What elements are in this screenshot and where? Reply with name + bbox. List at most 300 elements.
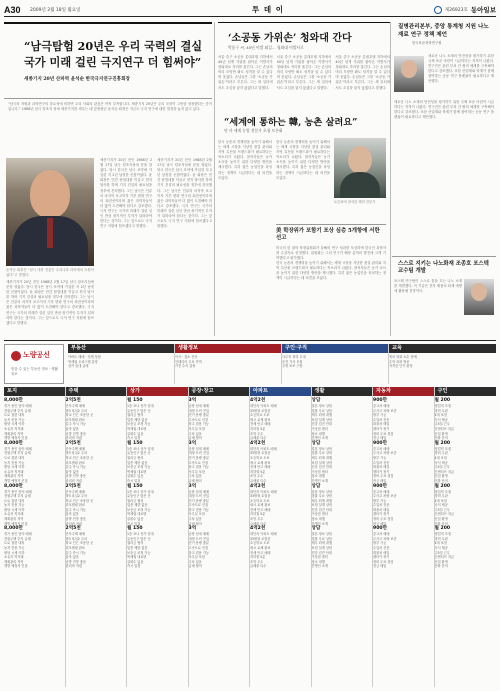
classified-line: 현금 매입 bbox=[373, 564, 387, 569]
issue-date: 2009년 2월 18일 월요일 bbox=[30, 7, 81, 13]
classified-line: 리모델링 완료 bbox=[65, 417, 85, 422]
main-deck: 세종기지 20년 산파역 윤석순 한국극지연구진흥회장 bbox=[24, 77, 130, 82]
classified-line: 수입차 전문 bbox=[373, 503, 390, 508]
professor-photo bbox=[464, 279, 494, 315]
classified-line: 사무실 포함 bbox=[188, 426, 205, 431]
classified-line: 정비 무료 점검 bbox=[373, 559, 394, 564]
classified-line: 전원주택 부지 급매 bbox=[4, 494, 31, 499]
classified-line: 화물차 매입 bbox=[373, 465, 390, 470]
main-headline bbox=[24, 38, 209, 70]
classified-line: 보험 설계 상담 bbox=[311, 460, 333, 465]
classified-line: 조망 우수 bbox=[250, 517, 264, 522]
classified-line: 인센티브 지급 bbox=[434, 426, 454, 431]
classified-price: 4억2천 bbox=[250, 440, 266, 446]
classified-line: 33평형 로열층 bbox=[250, 536, 271, 541]
classified-line: 주5일 근무 bbox=[434, 422, 450, 427]
classified-line: 할부 가능 bbox=[373, 413, 387, 418]
classified-line: 중고차 매매 bbox=[373, 532, 390, 537]
classified-line: 실평수 넓음 bbox=[127, 474, 144, 479]
classified-price: 8,000만 bbox=[4, 440, 23, 446]
classified-line: 영업직 모집 bbox=[434, 532, 451, 537]
classified-price: 900만 bbox=[373, 483, 388, 489]
article-barber-col: 서울 중구 소공동 롯데호텔 지하에서 40년 넘게 가위를 잡아온 이발사가 청와대로 자리를 옮긴다. 그는 손님의 머리 모양만 봐도 성격을 알 수 있다며 웃었다. 손님들은 그를 ‘소공동 가위손’이라고 부른다. 그는 새 일터에서도 초심을 잃지 않겠다고 말했다. bbox=[218, 55, 273, 90]
classified-line: 전기 용량 충분 bbox=[188, 413, 210, 418]
classified-line: 경력 무관 bbox=[434, 536, 448, 541]
classified-price: 4억2천 bbox=[250, 526, 266, 532]
classified-column[interactable] bbox=[4, 387, 66, 687]
classified-line: 영업직 모집 bbox=[434, 404, 451, 408]
classified-line: 소유자 직거래 bbox=[4, 426, 24, 431]
classified-line: 유동인구 많은 곳 bbox=[127, 451, 151, 456]
classified-line: 사무실 포함 bbox=[188, 512, 205, 517]
main-lead: “남극의 자원과 과학연구의 중요성에 비하면 우리 사회의 관심은 아직 부족합니다. 세종기지 20년은 우리 국력이 그만큼 성장했다는 증거입니다.” 1988년 남극 킹조지 섬에 세종기지를 세우는 데 앞장섰던 윤석순 회장은 지금도 극지 연구에 대한 열정을 놓지 않고 있다. bbox=[8, 102, 212, 112]
classified-line: 주차 넓음 bbox=[188, 431, 202, 436]
classified-line: 이삿짐 센터 bbox=[311, 555, 328, 560]
classified-line: 실평수 넓음 bbox=[127, 431, 144, 436]
classified-line: 급매 협의 bbox=[188, 521, 202, 526]
classified-line: 수입차 전문 bbox=[373, 546, 390, 551]
classified-line: 세무 회계 대행 bbox=[311, 455, 333, 460]
classified-line: 공장 임대 매매 bbox=[188, 489, 210, 494]
classified-line: 보험 설계 상담 bbox=[311, 503, 333, 508]
classified-price: 월 200 bbox=[434, 398, 451, 403]
article-farming-headline: “세계에 통하는 韓, 농촌 살려요” bbox=[224, 117, 358, 128]
side-box-1-text: 새로운 나노 소재의 안전성을 평가하기 위한 국제 표준 마련이 시급하다는 지적이 나왔다. 연구진은 관련 부처 간 협력 체계를 구축해야 한다고 강조했다. 또한 산업계와 학계가 함께 참여하는 공동 연구 플랫폼이 필요하다고 제안했다. bbox=[428, 54, 494, 84]
classified-line: 1층 코너 상가 임대 bbox=[127, 489, 154, 494]
classified-line: 단독주택 매매 bbox=[65, 446, 85, 451]
classified-line: 대형 트럭 진입 bbox=[188, 536, 210, 541]
classified-line: 이삿짐 센터 bbox=[311, 512, 328, 517]
classified-line: 숙식 제공 bbox=[434, 417, 448, 422]
article-barber-col: 서울 중구 소공동 롯데호텔 지하에서 40년 넘게 가위를 잡아온 이발사가 청와대로 자리를 옮긴다. 그는 손님의 머리 모양만 봐도 성격을 알 수 있다며 웃었다. 손님들은 그를 ‘소공동 가위손’이라고 부른다. 그는 새 일터에서도 초심을 잃지 않겠다고 말했다. bbox=[335, 55, 391, 90]
classified-line: 상가 임대 급매 bbox=[68, 364, 89, 369]
classified-line: 계획관리 지역 bbox=[4, 431, 24, 436]
classified-line: 청소 대행 bbox=[311, 559, 325, 564]
classified-line: 이삿짐 센터 bbox=[311, 426, 328, 431]
classified-line: 지하철 5분 bbox=[250, 555, 266, 560]
classified-line: 관리비 저렴 bbox=[65, 564, 82, 569]
divider bbox=[390, 22, 391, 336]
issue-number: 제26923호 bbox=[444, 7, 468, 13]
classified-price: 900만 bbox=[373, 526, 388, 532]
classified-line: 할부 가능 bbox=[373, 498, 387, 503]
classified-line: 조망 우수 bbox=[250, 559, 264, 564]
classified-line: 33평형 로열층 bbox=[250, 494, 271, 499]
classified-price: 8,000만 bbox=[4, 526, 23, 532]
classified-line: 세무 회계 대행 bbox=[311, 498, 333, 503]
classified-line: 관리비 저렴 bbox=[65, 478, 82, 483]
classified-price: 월 200 bbox=[434, 440, 451, 446]
article-farming-col: 한국 농촌의 경쟁력을 높이기 위해서는 세계 시장을 겨냥한 품질 관리와 지역 특산물 브랜드화가 필요하다는 목소리가 나왔다. 참석자들은 농가 소득을 높이기 위한 다양한 방안을 제시했다. 특히 젊은 농업인을 육성하는 정책이 시급하다는 데 의견을 모았다. bbox=[218, 140, 272, 180]
classified-line: 사무실 포함 bbox=[188, 469, 205, 474]
classified-line: 1층 코너 상가 임대 bbox=[127, 404, 154, 408]
classified-line: 실평수 넓음 bbox=[127, 517, 144, 522]
classified-line: 평당 시세 이하 bbox=[4, 465, 25, 470]
classified-line: 대단지 아파트 매매 bbox=[250, 446, 277, 451]
side-box-1-headline: 질병관리본부, 중앙 통계청 지원 나노재료 연구 정책 제언 bbox=[398, 24, 489, 38]
classified-line: 경력 무관 bbox=[434, 494, 448, 499]
classified-line: 1층 코너 상가 임대 bbox=[127, 532, 154, 537]
classified-line: 창고 겸용 가능 bbox=[188, 507, 210, 512]
classified-header: 토지 bbox=[4, 387, 65, 396]
classified-line: 역세권 대로변 bbox=[127, 426, 147, 431]
classified-line: 법률 무료 상담 bbox=[311, 536, 333, 541]
classified-line: 융자 없음 bbox=[65, 555, 79, 560]
classified-column[interactable] bbox=[66, 387, 128, 687]
classified-line: 전화 문의 bbox=[434, 564, 448, 569]
classified-line: 4대 보험 bbox=[434, 413, 447, 418]
classified-line: 현금 매입 bbox=[373, 521, 387, 526]
classified-column[interactable] bbox=[189, 387, 251, 687]
article-barber-sub: 박종구 씨, 40년 이발 외길… 청와대 이발사로 bbox=[228, 45, 304, 50]
classified-line: 숙식 제공 bbox=[434, 503, 448, 508]
classified-column[interactable] bbox=[373, 387, 435, 687]
classified-line: 화물차 매입 bbox=[373, 507, 390, 512]
classified-line: 주차 넓음 bbox=[188, 517, 202, 522]
classified-line: 수학 과외 방문 bbox=[389, 359, 410, 364]
classified-line: 관리비 저렴 bbox=[65, 436, 82, 441]
classified-line: 입주 즉시 가능 bbox=[65, 550, 87, 555]
classified-line: 전세 안고 매매 bbox=[250, 550, 271, 555]
classified-header: 아파트 bbox=[250, 387, 311, 396]
classified-price: 8,000만 bbox=[4, 398, 23, 403]
main-headline-line1: “남극탐험 20년은 우리 국력의 결실 bbox=[24, 39, 203, 53]
classified-line: 보증금 조정 가능 bbox=[127, 550, 151, 555]
classified-line: 주차 넓음 bbox=[188, 474, 202, 479]
classified-price: 월 150 bbox=[127, 398, 143, 403]
classified-line: 즉시 입점 bbox=[127, 521, 141, 526]
classified-line: 운전 기사 모집 bbox=[282, 359, 303, 364]
paper-brand bbox=[366, 5, 496, 14]
classified-line: 초등학교 도보 bbox=[250, 413, 270, 418]
classified-line: 학교 인근 조용한 곳 bbox=[65, 498, 94, 503]
middle-box bbox=[276, 224, 386, 336]
side-box-2-headline: 스스로 지키는 나노화재 조종호 포스텍 교수팀 개발 bbox=[398, 261, 489, 275]
classified-price: 4억2천 bbox=[250, 483, 266, 489]
classified-line: 업종 제한 없음 bbox=[127, 546, 148, 551]
classified-line: 건강 검진 안내 bbox=[311, 550, 333, 555]
classified-line: 융자 없음 bbox=[65, 426, 79, 431]
classified-line: 경기 용인 임야 매매 bbox=[4, 404, 32, 408]
classified-column[interactable] bbox=[435, 387, 497, 687]
classified-line: 화물차 매입 bbox=[373, 422, 390, 427]
classified-column[interactable] bbox=[127, 387, 189, 687]
classified-line: 남향 전망 좋음 bbox=[65, 474, 87, 479]
classified-line: 남향 전망 좋음 bbox=[65, 559, 87, 564]
classified-line: 권리금 협의 bbox=[127, 498, 144, 503]
classified-line: 수입차 전문 bbox=[373, 417, 390, 422]
masthead bbox=[4, 3, 496, 17]
classified-line: 할부 가능 bbox=[373, 541, 387, 546]
classified-line: 영업직 모집 bbox=[434, 446, 451, 451]
classified-line: 경기 용인 임야 매매 bbox=[4, 446, 32, 451]
classified-line: 방3 욕실2 주차 bbox=[65, 536, 87, 541]
classified-line: 학교 인근 조용한 곳 bbox=[65, 413, 94, 418]
classified-top-col[interactable] bbox=[68, 344, 175, 384]
classified-line: 신입 환영 bbox=[434, 517, 448, 522]
classified-line: 방3 욕실2 주차 bbox=[65, 408, 87, 413]
classified-line: 창고 겸용 가능 bbox=[188, 422, 210, 427]
classified-header: 교육 bbox=[389, 344, 496, 353]
classified-header: 구인 bbox=[435, 387, 497, 396]
classified-line: 인센티브 지급 bbox=[434, 469, 454, 474]
classified-line: 무사고 차량 보증 bbox=[373, 451, 397, 456]
classified-line: 간병인 소개 bbox=[311, 478, 328, 483]
classified-line: 급매물 다수 bbox=[250, 521, 267, 526]
classified-line: 초등학교 도보 bbox=[250, 498, 270, 503]
classified-line: 법률 무료 상담 bbox=[311, 494, 333, 499]
classified-line: 개발 예정지 인접 bbox=[4, 521, 28, 526]
classified-line: 숙식 제공 bbox=[434, 546, 448, 551]
classified-line: 농지 전용 가능 bbox=[4, 417, 25, 422]
classified-price: 월 150 bbox=[127, 483, 143, 489]
classified-line: 역세권 오피스텔 분양 bbox=[68, 359, 98, 364]
classified-line: 농지 전용 가능 bbox=[4, 503, 25, 508]
classified-line: 대단지 아파트 매매 bbox=[250, 489, 277, 494]
classified-line: 보증금 조정 가능 bbox=[127, 507, 151, 512]
main-body-col1: 세종기지가 20년 전인 1988년 2월 17일 남극 킹조지섬에 문을 열었다. 당시 한국은 남극 조약에 가입한 지 2년 남짓한 신참이었다. 윤 회장은 민간 탐험대를 이끌고 현지 답사를 하며 기지 건설의 필요성을 정부에 건의했다. 그는 남극은 인류의 마지막 보고이자 기후 변화 연구의 최전선이라며 젊은 과학자들이 더 많이 도전해야 한다고 강조했다. 극지 연구는 국가의 미래가 걸린 일인 만큼 장기적인 투자가 뒤따라야 한다는 것이다. 그는 앞으로도 극지 연구 지원에 힘쓰겠다고 말했다. bbox=[6, 280, 94, 325]
classified-price: 3억 bbox=[188, 483, 197, 489]
classified-line: 역세권 대로변 bbox=[127, 512, 147, 517]
classified-line: 무사고 차량 보증 bbox=[373, 494, 397, 499]
classified-line: 소유자 직거래 bbox=[4, 469, 24, 474]
classified-line: 방3 욕실2 주차 bbox=[65, 494, 87, 499]
paper-logo-icon bbox=[434, 6, 442, 14]
classified-price: 2억5천 bbox=[65, 440, 81, 446]
classified-line: 중고차 매매 bbox=[373, 404, 390, 408]
classified-line: 대단지 아파트 매매 bbox=[250, 532, 277, 537]
classified-line: 입주 즉시 가능 bbox=[65, 422, 87, 427]
classified-line: 대형 트럭 진입 bbox=[188, 408, 210, 413]
classified-line: 세무 회계 대행 bbox=[311, 541, 333, 546]
classified-line: 4대 보험 bbox=[434, 498, 447, 503]
classified-line: 신입 환영 bbox=[434, 559, 448, 564]
classified-line: 유동인구 많은 곳 bbox=[127, 408, 151, 413]
classified-line: 전화 문의 bbox=[434, 521, 448, 526]
side-box-2 bbox=[392, 256, 496, 336]
classified-line: 역세권 대로변 bbox=[127, 555, 147, 560]
classified-line: 고속도로 인접 bbox=[188, 503, 208, 508]
classified-line: 급매 협의 bbox=[188, 564, 202, 569]
classified-line: 신입 환영 bbox=[434, 474, 448, 479]
classified-line: 계획관리 지역 bbox=[4, 517, 24, 522]
classified-line: 경기 용인 임야 매매 bbox=[4, 489, 32, 494]
section-title: 투 데 이 bbox=[252, 5, 284, 14]
right-column bbox=[392, 22, 496, 336]
classified-price: 상담 bbox=[311, 398, 321, 403]
article-farming-col: 한국 농촌의 경쟁력을 높이기 위해서는 세계 시장을 겨냥한 품질 관리와 지역 특산물 브랜드화가 필요하다는 목소리가 나왔다. 참석자들은 농가 소득을 높이기 위한 다양한 방안을 제시했다. 특히 젊은 농업인을 육성하는 정책이 시급하다는 데 의견을 모았다. bbox=[276, 140, 330, 180]
classified-line: 지하철 5분 bbox=[250, 512, 266, 517]
classified-line: 렌터카 장기 bbox=[373, 426, 390, 431]
classified-header: 생활 bbox=[312, 387, 373, 396]
classified-line: 결혼 정보 상담 bbox=[311, 446, 333, 451]
classified-line: 전기 용량 충분 bbox=[188, 455, 210, 460]
classified-top-col[interactable] bbox=[389, 344, 496, 384]
classified-line: 정비 무료 점검 bbox=[373, 517, 394, 522]
classified-header: 구인·구직 bbox=[282, 344, 388, 353]
expert-photo-caption: 토론회에 참석한 해외 전문가 bbox=[334, 200, 376, 204]
classified-line: 개발 예정지 인접 bbox=[4, 436, 28, 441]
classified-grid bbox=[4, 387, 496, 687]
classified-line: 지하철 5분 bbox=[250, 426, 266, 431]
classified-line: 결혼 정보 상담 bbox=[311, 404, 333, 408]
classified-line: 고속도로 인접 bbox=[188, 417, 208, 422]
classified-line: 사무실 포함 bbox=[188, 555, 205, 560]
classified-line: 역세권 대로변 bbox=[127, 469, 147, 474]
classified-line: 법률 무료 상담 bbox=[311, 451, 333, 456]
classified-line: 가전 수리 출장 bbox=[175, 364, 196, 369]
classified-price: 2억5천 bbox=[65, 483, 81, 489]
article-barber bbox=[218, 22, 390, 110]
classified-line: 인테리어 무료 견적 bbox=[175, 359, 202, 364]
classified-line: 아파트 매매 · 전세 상담 bbox=[68, 355, 101, 359]
classified-line: 전원주택 부지 급매 bbox=[4, 536, 31, 541]
classified-line: 경력 무관 bbox=[434, 451, 448, 456]
classified-line: 전세 안고 매매 bbox=[250, 465, 271, 470]
classified-price: 2억5천 bbox=[65, 526, 81, 532]
classified-header: 공장·창고 bbox=[189, 387, 250, 396]
classified-line: 즉시 입점 bbox=[127, 564, 141, 569]
brand-logo-icon bbox=[11, 351, 21, 361]
classified-price: 월 150 bbox=[127, 526, 143, 532]
classified-price: 월 150 bbox=[127, 440, 143, 446]
classified-line: 학교 인근 조용한 곳 bbox=[65, 455, 94, 460]
classified-line: 간병인 소개 bbox=[311, 564, 328, 569]
article-barber-body bbox=[218, 55, 390, 111]
classified-line: 무사고 차량 보증 bbox=[373, 408, 397, 413]
classified-line: 전화 문의 bbox=[434, 478, 448, 483]
classified-line: 조망 우수 bbox=[250, 474, 264, 479]
classified-top-col[interactable] bbox=[175, 344, 282, 384]
classified-line: 권리금 협의 bbox=[127, 541, 144, 546]
classified-line: 주방 보조 구함 bbox=[282, 364, 303, 369]
classified-header: 주택 bbox=[66, 387, 127, 396]
classified-line: 전기 용량 충분 bbox=[188, 498, 210, 503]
classified-top-col[interactable] bbox=[282, 344, 389, 384]
photo-caption: 윤석순 회장은 “남극 대륙 진출은 우리나라 과학계의 숙원이었다”고 말했다. bbox=[6, 268, 94, 277]
classified-line: 공장 임대 매매 bbox=[188, 446, 210, 451]
expert-photo bbox=[334, 138, 386, 198]
classified-price: 월 200 bbox=[434, 526, 451, 532]
classified-line: 개발 예정지 인접 bbox=[4, 478, 28, 483]
classified-line: 급매 협의 bbox=[188, 478, 202, 483]
classified-line: 급매물 다수 bbox=[250, 564, 267, 569]
classified-line: 영업직 모집 bbox=[434, 489, 451, 494]
classified-line: 전화 문의 bbox=[434, 436, 448, 441]
classified-line: 현금 매입 bbox=[373, 436, 387, 441]
main-body-col3: 세종기지가 20년 전인 1988년 2월 17일 남극 킹조지섬에 문을 열었다. 당시 한국은 남극 조약에 가입한 지 2년 남짓한 신참이었다. 윤 회장은 민간 탐험대를 이끌고 현지 답사를 하며 기지 건설의 필요성을 정부에 건의했다. 그는 남극은 인류의 마지막 보고이자 기후 변화 연구의 최전선이라며 젊은 과학자들이 더 많이 도전해야 한다고 강조했다. 극지 연구는 국가의 미래가 걸린 일인 만큼 장기적인 투자가 뒤따라야 한다는 것이다. 그는 앞으로도 극지 연구 지원에 힘쓰겠다고 말했다. bbox=[157, 158, 212, 229]
classified-price: 4억2천 bbox=[250, 398, 266, 403]
classified-header: 자동차 bbox=[373, 387, 434, 396]
classified-price: 상담 bbox=[311, 526, 321, 532]
classified-line: 도로 접한 대지 bbox=[4, 541, 25, 546]
classified-line: 청소 대행 bbox=[311, 431, 325, 436]
classified-line: 단독주택 매매 bbox=[65, 404, 85, 408]
classified-line: 경기 용인 임야 매매 bbox=[4, 532, 32, 537]
classified-line: 대형 트럭 진입 bbox=[188, 451, 210, 456]
classified-line: 초등학교 도보 bbox=[250, 455, 270, 460]
classified-line: 보험 설계 상담 bbox=[311, 417, 333, 422]
ad-brand-name: 노량공신 bbox=[23, 350, 51, 359]
classified-line: 청소 대행 bbox=[311, 474, 325, 479]
side-box-1-text-cont: 새로운 나노 소재의 안전성을 평가하기 위한 국제 표준 마련이 시급하다는 지적이 나왔다. 연구진은 관련 부처 간 협력 체계를 구축해야 한다고 강조했다. 또한 산업계와 학계가 함께 참여하는 공동 연구 플랫폼이 필요하다고 제안했다. bbox=[394, 100, 494, 120]
researcher-photo bbox=[394, 56, 424, 92]
classified-line: 자격증 단기 완성 bbox=[389, 364, 413, 369]
classified-line: 즉시 입점 bbox=[127, 478, 141, 483]
classified-line: 인센티브 지급 bbox=[434, 555, 454, 560]
classified-line: 리모델링 완료 bbox=[65, 460, 85, 465]
classified-line: 경력 무관 bbox=[434, 408, 448, 413]
classified-line: 융자 없음 bbox=[65, 512, 79, 517]
classified-line: 중고차 매매 bbox=[373, 489, 390, 494]
classified-line: 단독주택 매매 bbox=[65, 532, 85, 537]
classified-line: 청소 대행 bbox=[311, 517, 325, 522]
classified-line: 창고 겸용 가능 bbox=[188, 465, 210, 470]
classified-line: 관리비 저렴 bbox=[65, 521, 82, 526]
divider bbox=[4, 98, 212, 99]
page-number: A30 bbox=[4, 4, 21, 15]
classified-column[interactable] bbox=[250, 387, 312, 687]
classified-header: 상가 bbox=[127, 387, 188, 396]
classified-line: 보험 설계 상담 bbox=[311, 546, 333, 551]
classified-line: 평당 시세 이하 bbox=[4, 507, 25, 512]
article-farming-sub: 연 사 세계 농업 전문가 초청 토론회 bbox=[224, 128, 283, 133]
classified-line: 평당 시세 이하 bbox=[4, 550, 25, 555]
classified-line: 주차 넓음 bbox=[188, 559, 202, 564]
classified-line: 업종 제한 없음 bbox=[127, 503, 148, 508]
classified-section bbox=[4, 340, 496, 687]
classified-line: 단독주택 매매 bbox=[65, 489, 85, 494]
classified-top-row bbox=[68, 344, 496, 384]
classified-line: 농지 전용 가능 bbox=[4, 460, 25, 465]
ad-brand-box[interactable] bbox=[4, 344, 64, 384]
classified-line: 도로 접한 대지 bbox=[4, 413, 25, 418]
classified-column[interactable] bbox=[312, 387, 374, 687]
classified-line: 건강 검진 안내 bbox=[311, 422, 333, 427]
classified-line: 렌터카 장기 bbox=[373, 555, 390, 560]
classified-line: 33평형 로열층 bbox=[250, 408, 271, 413]
classified-line: 소유자 직거래 bbox=[4, 512, 24, 517]
classified-line: 입주 즉시 가능 bbox=[65, 507, 87, 512]
classified-line: 전원주택 부지 급매 bbox=[4, 408, 31, 413]
classified-line: 이삿짐 센터 bbox=[311, 469, 328, 474]
classified-line: 전기 용량 충분 bbox=[188, 541, 210, 546]
classified-line: 고속도로 인접 bbox=[188, 460, 208, 465]
classified-line: 새시 교체 완료 bbox=[250, 460, 271, 465]
classified-line: 수입차 전문 bbox=[373, 460, 390, 465]
classified-line: 주5일 근무 bbox=[434, 550, 450, 555]
classified-line: 공장 임대 매매 bbox=[188, 404, 210, 408]
classified-line: 무사고 차량 보증 bbox=[373, 536, 397, 541]
classified-line: 초등학교 도보 bbox=[250, 541, 270, 546]
interviewee-photo bbox=[6, 158, 94, 266]
classified-line: 리모델링 완료 bbox=[65, 503, 85, 508]
classified-line: 리모델링 완료 bbox=[65, 546, 85, 551]
classified-line: 현금 매입 bbox=[373, 478, 387, 483]
classified-line: 신입 환영 bbox=[434, 431, 448, 436]
classified-line: 건강 검진 안내 bbox=[311, 507, 333, 512]
classified-line: 33평형 로열층 bbox=[250, 451, 271, 456]
classified-line: 남향 전망 좋음 bbox=[65, 431, 87, 436]
classified-header: 부동산 bbox=[68, 344, 174, 353]
classified-line: 인센티브 지급 bbox=[434, 512, 454, 517]
classified-line: 4대 보험 bbox=[434, 541, 447, 546]
classified-line: 새시 교체 완료 bbox=[250, 503, 271, 508]
classified-line: 간병인 소개 bbox=[311, 521, 328, 526]
classified-line: 도로 접한 대지 bbox=[4, 455, 25, 460]
classified-line: 고속도로 인접 bbox=[188, 546, 208, 551]
classified-line: 업종 제한 없음 bbox=[127, 417, 148, 422]
